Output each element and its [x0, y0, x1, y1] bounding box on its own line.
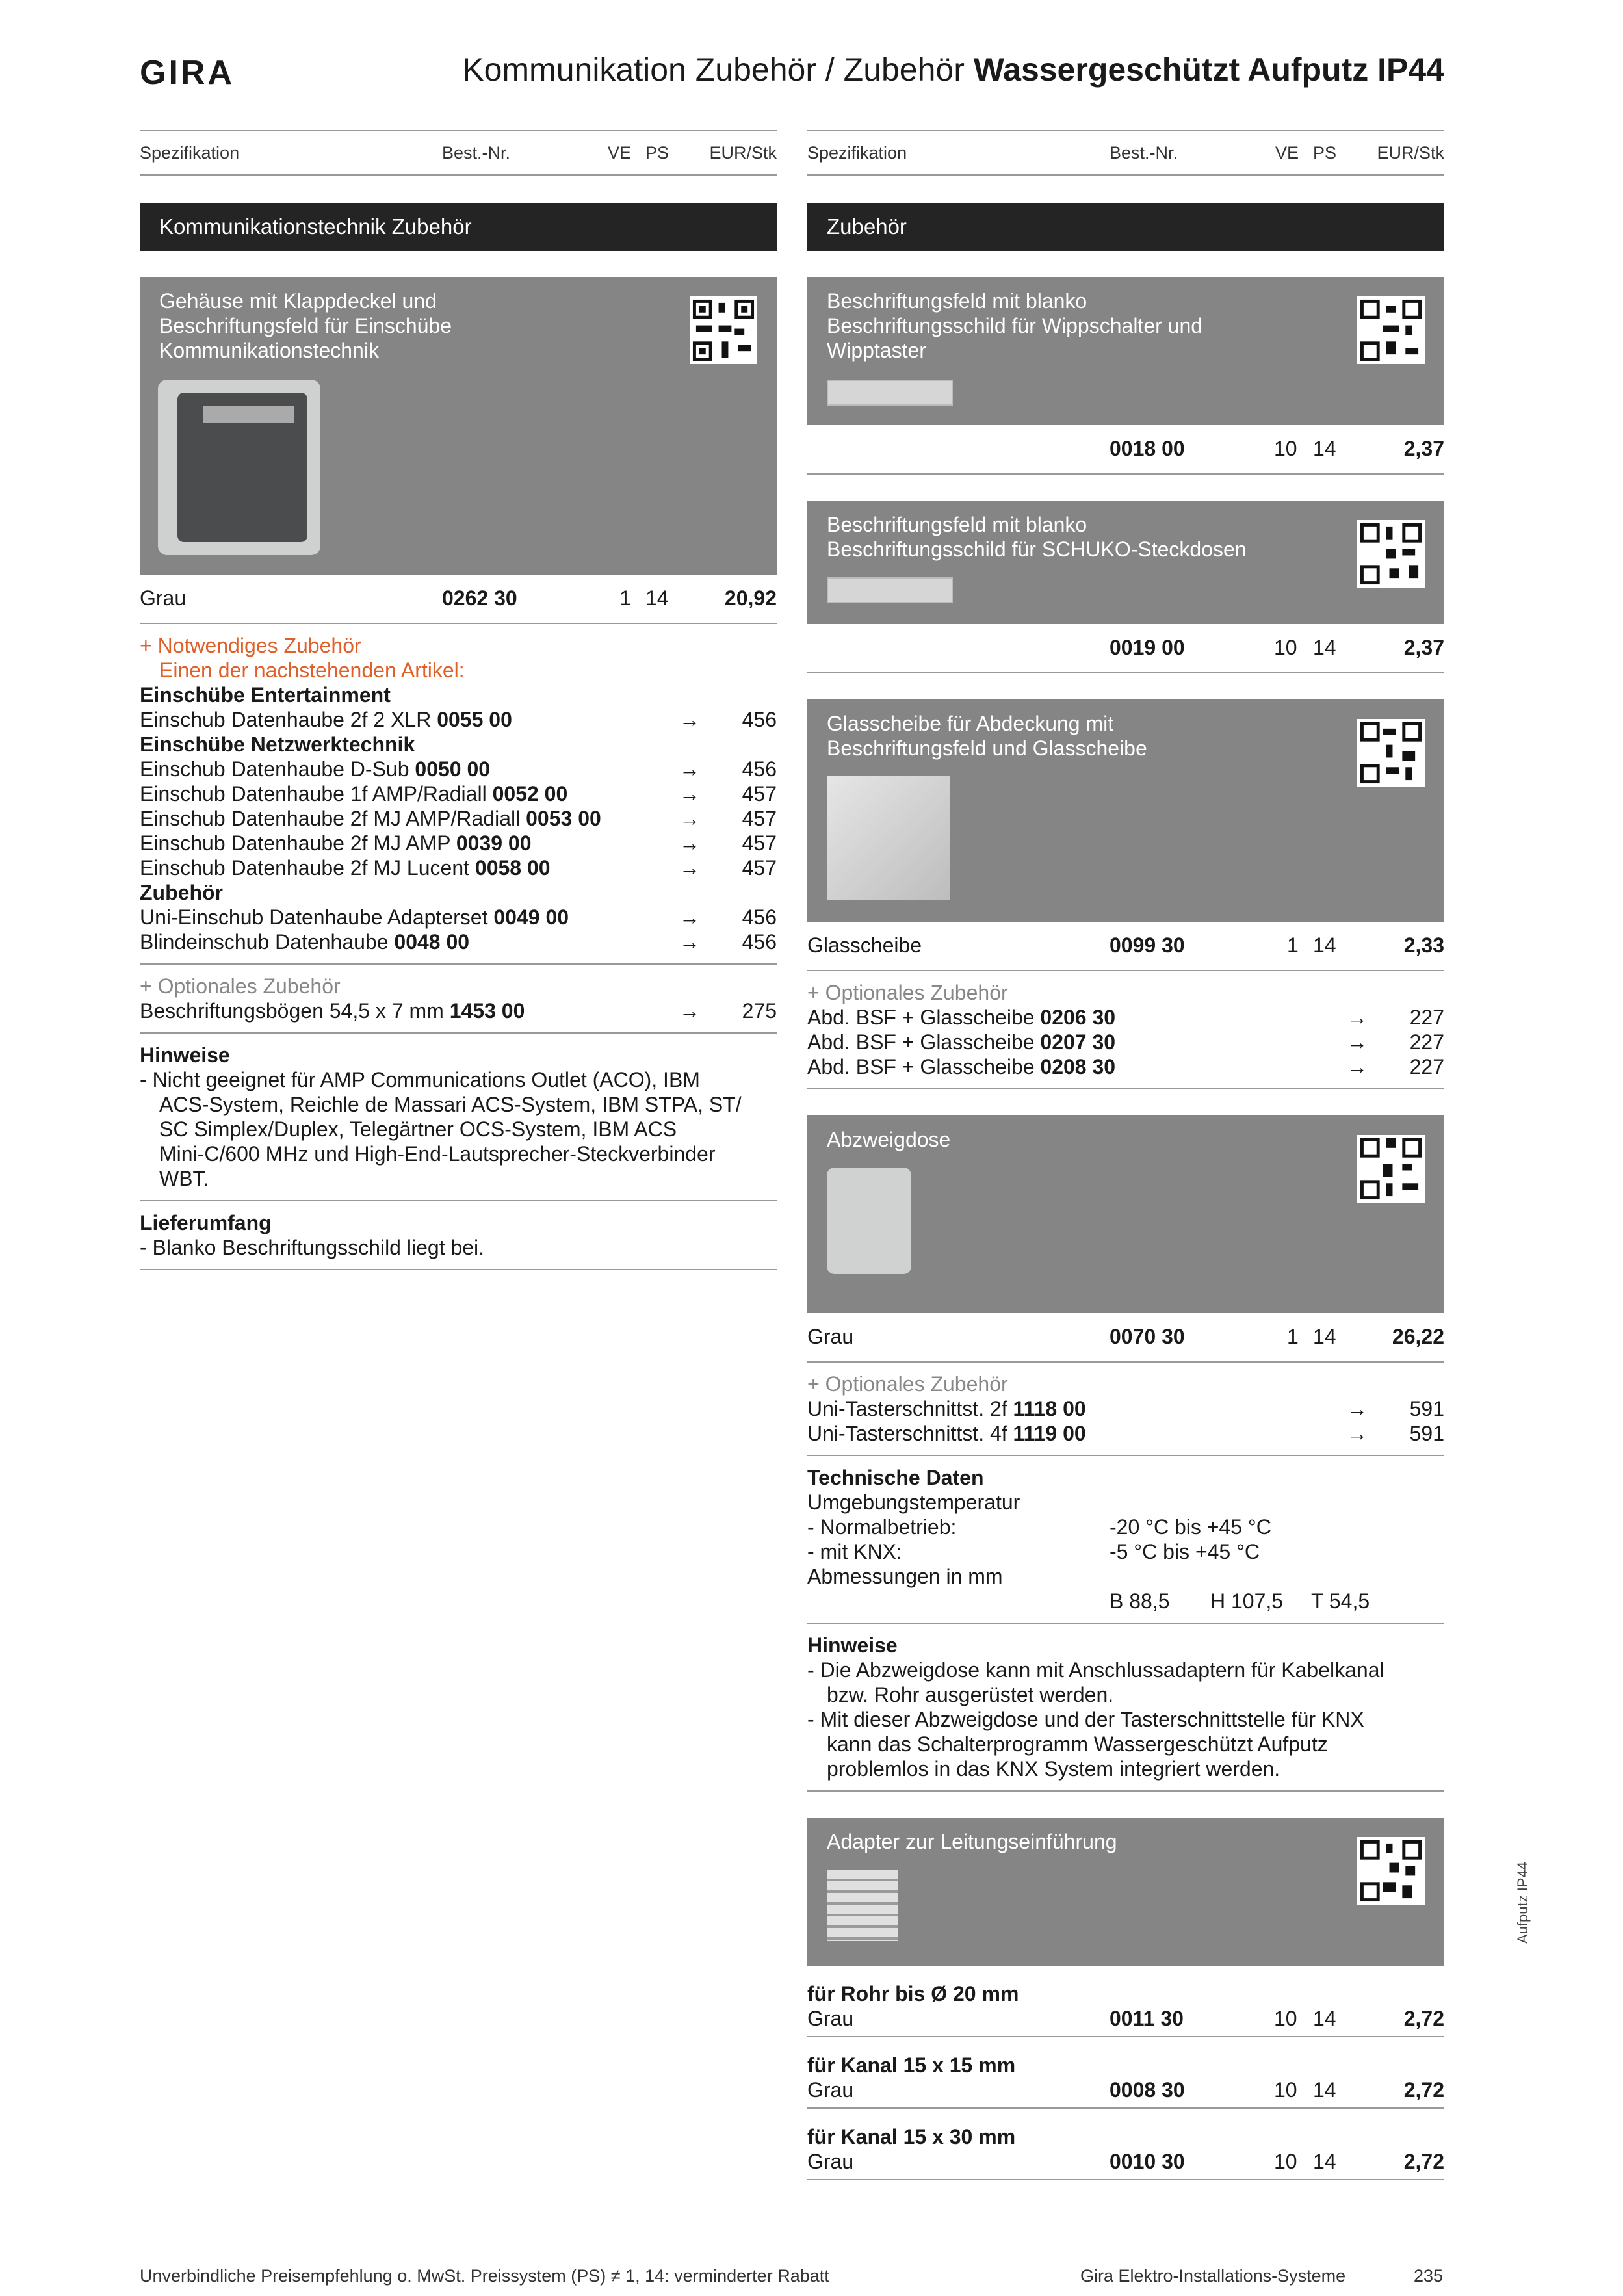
title-light: Kommunikation Zubehör / Zubehör [462, 51, 965, 88]
qr-code-icon [1357, 296, 1425, 364]
product-card [807, 699, 1444, 922]
row-price: 2,37 [1403, 437, 1444, 460]
card-title-line: Kommunikationstechnik [159, 339, 379, 362]
optional-accessories [807, 1363, 1444, 1456]
hdr-spec: Spezifikation [807, 143, 907, 163]
hints [807, 1624, 1444, 1792]
right-column [807, 130, 1444, 2180]
product-row: Grau 0008 30 10 14 2,72 [807, 2078, 1444, 2102]
optional-heading: + Optionales Zubehör [807, 981, 1008, 1004]
list-item[interactable]: Einschub Datenhaube 2f 2 XLR 0055 00 → 456 [140, 708, 777, 731]
hint-line: bzw. Rohr ausgerüstet werden. [827, 1683, 1114, 1706]
hdr-ps: PS [645, 143, 669, 163]
hdr-order: Best.-Nr. [442, 143, 511, 163]
card-title-line: Beschriftungsfeld und Glasscheibe [827, 737, 1147, 760]
side-label: Aufputz IP44 [1514, 1862, 1531, 1944]
hints-heading: Hinweise [140, 1043, 230, 1067]
row-ps: 14 [1313, 1325, 1336, 1348]
product-row [807, 425, 1444, 475]
row-nr: 0018 00 [1110, 437, 1185, 460]
tech-dims: B 88,5 H 107,5 T 54,5 [1110, 1589, 1370, 1613]
section-band: Zubehör [807, 203, 1444, 251]
list-item[interactable]: Einschub Datenhaube 2f MJ Lucent 0058 00 → 457 [140, 856, 777, 880]
tech-heading: Technische Daten [807, 1466, 984, 1489]
row-ps: 14 [645, 586, 669, 610]
card-title [827, 711, 1321, 761]
section-band: Kommunikationstechnik Zubehör [140, 203, 777, 251]
group-title: Zubehör [140, 881, 223, 904]
hint-line: - Nicht geeignet für AMP Communications Outlet (ACO), IBM [140, 1068, 700, 1091]
product-card [807, 1818, 1444, 1966]
card-title-line: Beschriftungsfeld mit blanko [827, 513, 1087, 536]
scope-line: - Blanko Beschriftungsschild liegt bei. [140, 1236, 485, 1259]
product-row [807, 922, 1444, 971]
column-header [807, 130, 1444, 176]
adapter-row [807, 2109, 1444, 2180]
card-title-line: Glasscheibe für Abdeckung mit [827, 712, 1114, 735]
adapter-title: für Kanal 15 x 30 mm [807, 2125, 1016, 2148]
row-price: 2,37 [1403, 636, 1444, 659]
list-item[interactable]: Blindeinschub Datenhaube 0048 00 → 456 [140, 930, 777, 954]
optional-accessories [807, 971, 1444, 1089]
qr-code-icon [1357, 520, 1425, 588]
row-ve: 1 [619, 586, 631, 610]
hint-line: ACS-System, Reichle de Massari ACS-System, IBM STPA, ST/ [159, 1093, 742, 1116]
hint-line: kann das Schalterprogramm Wassergeschützt Aufputz [827, 1732, 1328, 1756]
list-item[interactable]: Uni-Tasterschnittst. 2f 1118 00 → 591 [807, 1397, 1444, 1420]
list-item[interactable]: Einschub Datenhaube 2f MJ AMP/Radiall 0053 00 → 457 [140, 807, 777, 830]
qr-code-icon [1357, 1135, 1425, 1203]
row-ve: 10 [1274, 636, 1297, 659]
card-title [827, 289, 1321, 363]
row-nr: 0019 00 [1110, 636, 1185, 659]
card-title-line: Abzweigdose [827, 1128, 951, 1151]
brand-logo: GIRA [140, 54, 235, 92]
technical-data [807, 1456, 1444, 1624]
row-nr: 0070 30 [1110, 1325, 1185, 1348]
row-price: 2,33 [1403, 933, 1444, 957]
scope-of-delivery [140, 1201, 777, 1270]
housing-image [158, 380, 320, 555]
group-title: Einschübe Netzwerktechnik [140, 733, 415, 756]
row-nr: 0262 30 [442, 586, 517, 610]
card-title [159, 289, 653, 363]
product-row [140, 575, 777, 624]
card-title-line: Wipptaster [827, 339, 926, 362]
card-title [827, 512, 1321, 562]
required-sub: Einen der nachstehenden Artikel: [159, 659, 465, 682]
row-spec: Grau [807, 1325, 854, 1348]
group-title: Einschübe Entertainment [140, 683, 391, 707]
row-price: 20,92 [724, 586, 777, 610]
row-ve: 10 [1274, 437, 1297, 460]
list-item[interactable]: Einschub Datenhaube 2f MJ AMP 0039 00 → 457 [140, 831, 777, 855]
card-title-line: Adapter zur Leitungseinführung [827, 1830, 1117, 1853]
required-accessories [140, 624, 777, 965]
product-row: Grau 0010 30 10 14 2,72 [807, 2150, 1444, 2173]
optional-heading: + Optionales Zubehör [140, 974, 341, 998]
row-ve: 1 [1287, 933, 1299, 957]
row-spec: Glasscheibe [807, 933, 922, 957]
row-spec: Grau [140, 586, 187, 610]
card-title [827, 1127, 1321, 1152]
scope-heading: Lieferumfang [140, 1211, 272, 1234]
title-bold: Wassergeschützt Aufputz IP44 [973, 51, 1444, 88]
column-header [140, 130, 777, 176]
optional-heading: + Optionales Zubehör [807, 1372, 1008, 1396]
list-item[interactable]: Abd. BSF + Glasscheibe 0208 30 → 227 [807, 1055, 1444, 1078]
row-nr: 0099 30 [1110, 933, 1185, 957]
glass-pane-image [827, 776, 950, 900]
qr-code-icon [690, 296, 757, 364]
row-ps: 14 [1313, 437, 1336, 460]
hdr-ve: VE [1275, 143, 1299, 163]
hint-line: SC Simplex/Duplex, Telegärtner OCS-System, IBM ACS [159, 1117, 677, 1141]
list-item[interactable]: Abd. BSF + Glasscheibe 0206 30 → 227 [807, 1006, 1444, 1029]
tech-dims-label: Abmessungen in mm [807, 1565, 1003, 1588]
qr-code-icon [1357, 719, 1425, 787]
required-heading: + Notwendiges Zubehör [140, 634, 361, 657]
product-card [140, 277, 777, 575]
row-ps: 14 [1313, 636, 1336, 659]
hints [140, 1034, 777, 1201]
junction-box-image [827, 1168, 911, 1274]
label-field-image [827, 380, 953, 406]
list-item[interactable]: Uni-Einschub Datenhaube Adapterset 0049 00 → 456 [140, 906, 777, 929]
page-title [462, 51, 1444, 88]
hdr-price: EUR/Stk [709, 143, 777, 163]
list-item[interactable]: Beschriftungsbögen 54,5 x 7 mm 1453 00 → 275 [140, 999, 777, 1023]
list-item[interactable]: Einschub Datenhaube 1f AMP/Radiall 0052 00 → 457 [140, 782, 777, 805]
footer-company: Gira Elektro-Installations-Systeme [1080, 2266, 1346, 2286]
card-title-line: Beschriftungsschild für SCHUKO-Steckdosen [827, 538, 1247, 561]
tech-knx: - mit KNX: -5 °C bis +45 °C [807, 1540, 1260, 1563]
list-item[interactable]: Einschub Datenhaube D-Sub 0050 00 → 456 [140, 757, 777, 781]
row-ps: 14 [1313, 933, 1336, 957]
optional-accessories [140, 965, 777, 1034]
card-title-line: Gehäuse mit Klappdeckel und [159, 289, 437, 313]
adapter-row [807, 1966, 1444, 2037]
hint-line: - Die Abzweigdose kann mit Anschlussadaptern für Kabelkanal [807, 1658, 1384, 1682]
tech-ambient: Umgebungstemperatur [807, 1491, 1020, 1514]
card-title-line: Beschriftungsfeld für Einschübe [159, 314, 452, 337]
hint-line: WBT. [159, 1167, 209, 1190]
hint-line: Mini-C/600 MHz und High-End-Lautsprecher-Steckverbinder [159, 1142, 716, 1166]
list-item[interactable]: Uni-Tasterschnittst. 4f 1119 00 → 591 [807, 1422, 1444, 1445]
hdr-price: EUR/Stk [1377, 143, 1444, 163]
card-title [827, 1829, 1321, 1854]
card-title-line: Beschriftungsschild für Wippschalter und [827, 314, 1203, 337]
product-row [807, 1313, 1444, 1363]
row-ve: 1 [1287, 1325, 1299, 1348]
hdr-order: Best.-Nr. [1110, 143, 1178, 163]
product-card [807, 277, 1444, 425]
hints-heading: Hinweise [807, 1634, 898, 1657]
page-number: 235 [1414, 2266, 1444, 2286]
left-column [140, 130, 777, 1270]
adapter-title: für Rohr bis Ø 20 mm [807, 1982, 1019, 2005]
product-card [807, 1115, 1444, 1313]
product-row [807, 624, 1444, 673]
hdr-ve: VE [608, 143, 632, 163]
product-row: Grau 0011 30 10 14 2,72 [807, 2007, 1444, 2030]
card-title-line: Beschriftungsfeld mit blanko [827, 289, 1087, 313]
hint-line: - Mit dieser Abzweigdose und der Tasterschnittstelle für KNX [807, 1708, 1364, 1731]
qr-code-icon [1357, 1837, 1425, 1905]
adapter-title: für Kanal 15 x 15 mm [807, 2054, 1016, 2077]
hdr-ps: PS [1313, 143, 1337, 163]
footer-note: Unverbindliche Preisempfehlung o. MwSt. Preissystem (PS) ≠ 1, 14: verminderter Rabatt [140, 2266, 829, 2286]
product-card [807, 501, 1444, 624]
label-field-image [827, 577, 953, 603]
adapter-row [807, 2037, 1444, 2109]
tech-normal: - Normalbetrieb: -20 °C bis +45 °C [807, 1515, 1271, 1539]
hdr-spec: Spezifikation [140, 143, 240, 163]
list-item[interactable]: Abd. BSF + Glasscheibe 0207 30 → 227 [807, 1030, 1444, 1054]
hint-line: problemlos in das KNX System integriert werden. [827, 1757, 1280, 1781]
adapter-image [827, 1870, 898, 1941]
row-price: 26,22 [1392, 1325, 1444, 1348]
